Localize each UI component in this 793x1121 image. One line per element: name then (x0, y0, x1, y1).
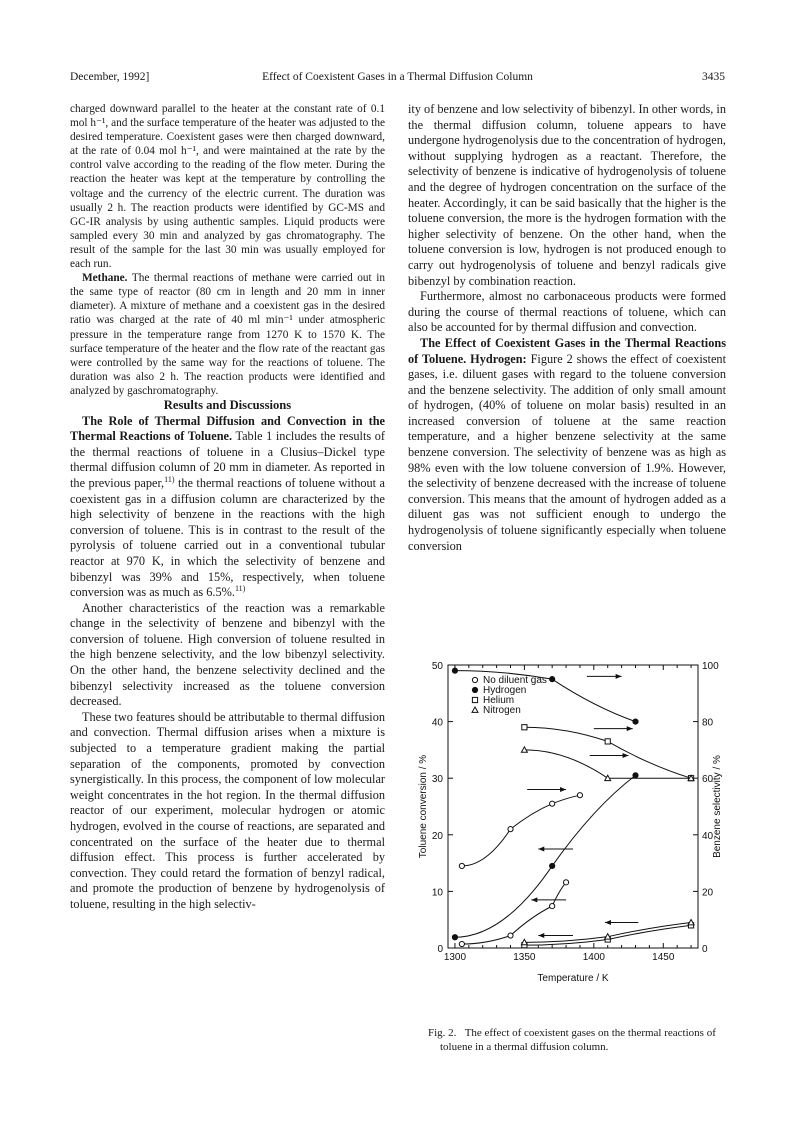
arrow-right-head (627, 726, 633, 731)
y-axis-label: Toluene conversion / % (418, 754, 429, 859)
figure-caption (420, 1026, 720, 1054)
data-point (563, 880, 568, 885)
y-tick-label: 30 (431, 774, 443, 786)
chart (408, 660, 728, 1030)
y-tick-label: 50 (431, 661, 443, 672)
legend-marker (472, 697, 477, 702)
x-tick-label: 1300 (443, 952, 467, 963)
legend-marker (472, 677, 477, 682)
page-header (70, 71, 725, 87)
y2-tick-label: 40 (702, 830, 714, 842)
legend-label: Helium (483, 695, 515, 706)
series-curve-0 (462, 882, 566, 944)
series-curve-2 (455, 775, 636, 937)
legend-marker (472, 707, 478, 712)
paragraph: ity of benzene and low selectivity of bibenzyl. In other words, in the thermal diffusion column, toluene appears to have undergone hydrogenolysis due to the concentration of hydrogen, without supplying hydrogen as a reactant. Therefore, the selectivity of benzene is indicative of hydrogenolysis of toluene and the degree of hydrogen concentration on the surface of the heater. Accordingly, it can be said basically that the higher is the toluene conversion, the more is the hydrogen formation with the higher selectivity of benzene. On the other hand, when the toluene conversion is low, hydrogen is not produced enough to carry out hydrogenolysis of toluene and benzyl radicals give bibenzyl by combination reaction. (408, 102, 726, 288)
y2-tick-label: 80 (702, 717, 714, 729)
data-point (459, 941, 464, 946)
section-heading: Results and Discussions (163, 397, 292, 412)
x-tick-label: 1350 (513, 952, 536, 963)
header-title: Effect of Coexistent Gases in a Thermal Diffusion Column (262, 71, 533, 83)
reference-mark: 11) (164, 474, 175, 484)
data-point (508, 933, 513, 938)
arrow-right-head (623, 753, 629, 758)
y-tick-label: 20 (431, 830, 443, 842)
data-point (522, 725, 527, 730)
arrow-right-head (616, 674, 622, 679)
reference-mark: 11) (234, 584, 246, 593)
series-curve-1 (462, 795, 580, 866)
paragraph: Furthermore, almost no carbonaceous products were formed during the course of thermal reactions of toluene, which can also be accounted for by thermal diffusion and convection. (408, 289, 726, 335)
data-point (550, 677, 555, 682)
arrow-left-head (531, 897, 537, 902)
legend-label: No diluent gas (483, 675, 547, 686)
y-tick-label: 0 (437, 944, 443, 955)
data-point (633, 773, 638, 778)
paragraph: These two features should be attributable to thermal diffusion and convection. Thermal diffusion arises when a mixture is subjected to a temperature gradient making the partial separation of the components, promoted by convection synergistically. In this process, the component of low molecular weight concentrates in the hot region. In the thermal diffusion reactor of our experiment, molecular hydrogen or atomic hydrogen, evolved in the course of reactions, are separated and concentrated on the surface of the heater due to thermal diffusion effect. This process is further accelerated by convection. They could retard the formation of benzyl radical, and promote the production of benzene by hydrogenolysis of toluene, resulting in the high selectiv- (70, 709, 386, 911)
left-column (70, 102, 385, 913)
y-tick-label: 10 (431, 887, 443, 899)
y2-tick-label: 60 (702, 774, 714, 786)
legend-marker (472, 687, 477, 692)
y-tick-label: 40 (431, 717, 443, 729)
header-date: December, 1992] (70, 71, 150, 83)
arrow-left-head (605, 920, 611, 925)
run-in-heading: The Effect of Coexistent Gases in the Thermal Reactions of Toluene. Hydrogen: (408, 335, 726, 366)
x-tick-label: 1450 (652, 952, 675, 963)
data-point (508, 827, 513, 832)
page-number: 3435 (702, 71, 725, 83)
legend-label: Nitrogen (483, 705, 521, 716)
data-point (550, 863, 555, 868)
data-point (550, 904, 555, 909)
data-point (452, 668, 457, 673)
data-point (459, 863, 464, 868)
data-point (688, 920, 694, 925)
x-axis-label: Temperature / K (537, 973, 609, 984)
paragraph: charged downward parallel to the heater at the constant rate of 0.1 mol h⁻¹, and the surface temperature of the heater was adjusted to the desired temperature. Coexistent gases were then charged downward, at the rate of 0.04 mol h⁻¹, and were maintained at the rate by the control valve according to the reading of the flow meter. During the reaction the heater was kept at the temperature by controlling the voltage and the currency of the electric current. The duration was usually 2 h. The reaction products were identified by GC-MS and GC-IR analysis by using authentic samples. Liquid products were sampled every 30 min and analyzed by gas chromatography. The result of the sample for the last 30 min was usually employed for each run. (70, 103, 385, 271)
data-point (605, 739, 610, 744)
y2-axis-label: Benzene selectivity / % (712, 755, 723, 858)
arrow-left-head (538, 846, 544, 851)
data-point (577, 793, 582, 798)
arrow-left-head (538, 933, 544, 938)
legend-label: Hydrogen (483, 685, 527, 696)
y2-tick-label: 100 (702, 661, 719, 672)
caption-label: Fig. 2. (428, 1027, 457, 1039)
x-tick-label: 1400 (582, 952, 605, 963)
caption-text: The effect of coexistent gases on the thermal reactions of toluene in a thermal diffusion column. (440, 1027, 716, 1053)
figure-2 (408, 660, 728, 1030)
data-point (633, 719, 638, 724)
run-in-heading: Methane. (82, 272, 128, 285)
data-point (452, 935, 457, 940)
series-curve-7 (524, 750, 691, 778)
y2-tick-label: 0 (702, 944, 708, 955)
paragraph: The Role of Thermal Diffusion and Convection in the Thermal Reactions of Toluene. Table 1 includes the results of the thermal reactions of toluene in a Clusius–Dickel type thermal diffusion column of 20 mm in diameter. As reported in the previous paper,$^{11)}$ the thermal reactions of toluene without a coexistent gas in a diffusion column are characterized by the high selectivity of benzene in the reactions with the high conversion of toluene. This is in contrast to the result of the pyrolysis of toluene carried out in a conventional tubular reactor at 970 K, in which the selectivity of benzene and bibenzyl was 39% and 15%, respectively, when toluene conversion was as much as 6.5%.$^{11)}$ (70, 413, 385, 600)
data-point (550, 801, 555, 806)
y2-tick-label: 20 (702, 887, 714, 899)
paragraph: Another characteristics of the reaction was a remarkable change in the selectivity of benzene and bibenzyl with the conversion of toluene. High conversion of toluene resulted in the high benzene selectivity, and the low bibenzyl selectivity. On the other hand, the benzene selectivity declined and the bibenzyl selectivity increased as the toluene conversion decreased. (70, 600, 385, 709)
paragraph: Methane. The thermal reactions of methane were carried out in the same type of reactor (80 cm in length and 20 mm in inner diameter). A mixture of methane and a coexistent gas in the desired ratio was charged at the rate of 40 ml min⁻¹ under atmospheric pressure in the temperature range from 1270 K to 1570 K. The surface temperature of the heater and the flow rate of the reactant gas were controlled by the same way for the reactions of toluene. The duration was also 2 h. The reaction products were identified and analyzed by gaschromatography. (70, 272, 385, 397)
paragraph: The Effect of Coexistent Gases in the Thermal Reactions of Toluene. Hydrogen: Figure 2 shows the effect of coexistent gases, i.e. diluent gases with regard to the toluene conversion and the benzene selectivity. The addition of only small amount of hydrogen, (40% of toluene on molar basis) resulted in an increased conversion of toluene at the same reaction temperature, and a higher benzene selectivity at the same benzene conversion. The selectivity of benzene was as high as 98% even with the low toluene conversion of 1.9%. However, the selectivity of benzene decreased with the increase of toluene conversion. This means that the amount of hydrogen added as a diluent gas was not sufficient enough to undergo the hydrogenolysis of toluene significantly especially when toluene conversion (408, 335, 726, 553)
right-column (408, 102, 726, 554)
run-in-heading: The Role of Thermal Diffusion and Convection in the Thermal Reactions of Toluene. (70, 413, 385, 444)
arrow-right-head (560, 787, 566, 792)
